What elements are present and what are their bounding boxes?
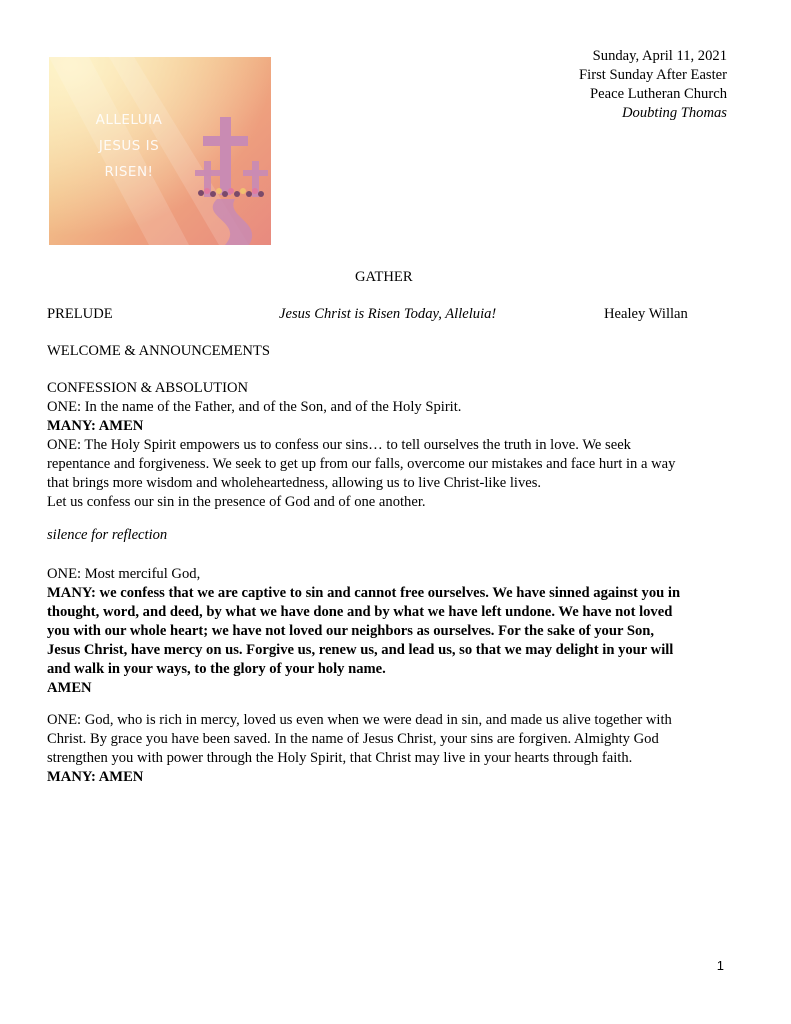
logo-line-1: ALLELUIA <box>95 112 163 128</box>
congregation-confession-5: and walk in your ways, to the glory of your holy name. <box>47 661 386 677</box>
absolution-line-1: ONE: God, who is rich in mercy, loved us even when we were dead in sin, and made us alive together with <box>47 712 672 728</box>
congregation-final-amen: MANY: AMEN <box>47 769 144 785</box>
congregation-confession-2: thought, word, and deed, by what we have done and by what we have left undone. We have not loved <box>47 604 673 620</box>
leader-line-invocation: ONE: In the name of the Father, and of the Son, and of the Holy Spirit. <box>47 399 462 415</box>
leader-line-confession-2: repentance and forgiveness. We seek to get up from our falls, overcome our mistakes and face hurt in a way <box>47 456 676 472</box>
congregation-confession-3: you with our whole heart; we have not loved our neighbors as ourselves. For the sake of your Son, <box>47 623 655 639</box>
sermon-title: Doubting Thomas <box>621 105 727 121</box>
absolution-block <box>47 711 737 787</box>
leader-line-confession-4: Let us confess our sin in the presence of God and of one another. <box>47 494 426 510</box>
prelude-label: PRELUDE <box>47 306 113 322</box>
confession-block-2 <box>47 565 737 698</box>
logo-line-2: JESUS IS <box>98 138 160 154</box>
service-occasion: First Sunday After Easter <box>579 67 727 83</box>
logo-line-3: RISEN! <box>104 164 154 180</box>
bulletin-header <box>579 47 727 123</box>
prelude-composer: Healey Willan <box>604 306 688 322</box>
leader-line-confession-3: that brings more wisdom and wholeheartedness, allowing us to live Christ-like lives. <box>47 475 542 491</box>
prelude-title: Jesus Christ is Risen Today, Alleluia! <box>279 306 497 322</box>
congregation-amen: AMEN <box>47 680 92 696</box>
page-number: 1 <box>716 958 724 973</box>
confession-heading: CONFESSION & ABSOLUTION <box>47 380 249 396</box>
leader-line-confession-1: ONE: The Holy Spirit empowers us to confess our sins… to tell ourselves the truth in love. We seek <box>47 437 631 453</box>
welcome-announcements: WELCOME & ANNOUNCEMENTS <box>47 343 270 359</box>
rubric-silence: silence for reflection <box>47 527 168 543</box>
alleluia-logo-image <box>49 57 271 245</box>
logo-lettering <box>69 107 189 185</box>
absolution-line-3: strengthen you with power through the Holy Spirit, that Christ may live in your hearts through faith. <box>47 750 633 766</box>
section-heading-gather: GATHER <box>355 269 413 285</box>
congregation-response-amen: MANY: AMEN <box>47 418 144 434</box>
leader-line-merciful-god: ONE: Most merciful God, <box>47 566 201 582</box>
absolution-line-2: Christ. By grace you have been saved. In the name of Jesus Christ, your sins are forgiven. Almighty God <box>47 731 659 747</box>
church-name: Peace Lutheran Church <box>590 86 727 102</box>
confession-block-1 <box>47 379 737 512</box>
congregation-confession-1: MANY: we confess that we are captive to sin and cannot free ourselves. We have sinned against you in <box>47 585 681 601</box>
service-date: Sunday, April 11, 2021 <box>592 48 727 64</box>
congregation-confession-4: Jesus Christ, have mercy on us. Forgive us, renew us, and lead us, so that we may delight in your will <box>47 642 674 658</box>
